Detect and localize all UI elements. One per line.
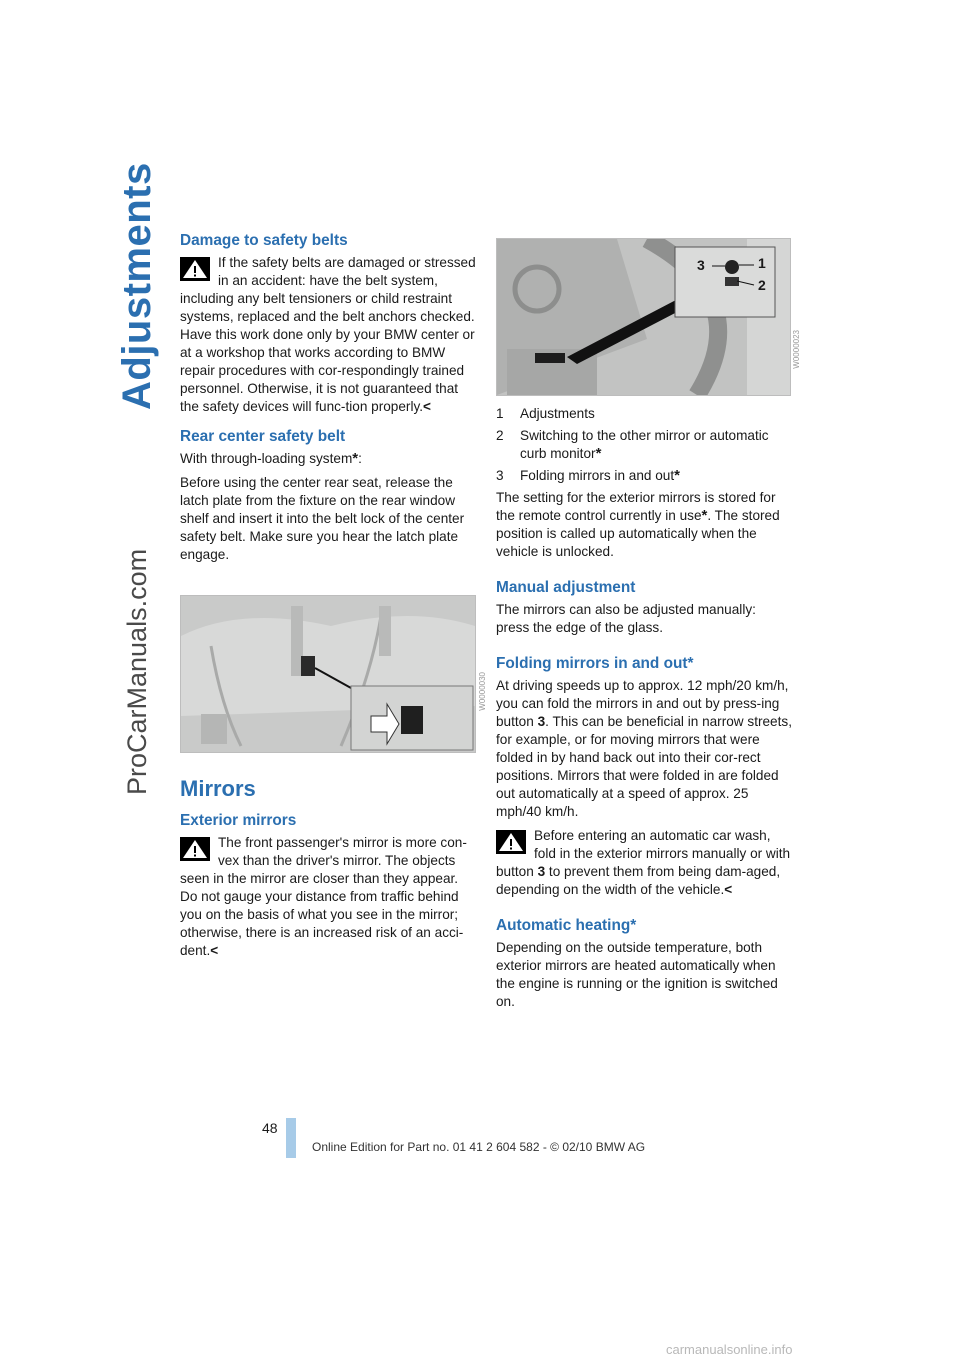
warning-icon	[496, 830, 526, 854]
damage-warning	[180, 254, 476, 416]
option-star: *	[674, 467, 680, 484]
section-tab: Adjustments	[115, 162, 159, 410]
mirrors-section	[180, 776, 476, 966]
list-text: Folding mirrors in and out	[520, 468, 675, 483]
heating-text: Depending on the outside temperature, both exterior mirrors are heated automatically when the engine is running or the ignition is switched on.	[496, 940, 778, 1009]
list-text-wrap	[520, 467, 680, 485]
folding-text-b: . This can be beneficial in narrow streets, for example, or for moving mirrors that were folded in by hand back out into their cor-rect positions. Mirrors that were folded in are folded out automatically at a speed of approx. 25 mph/40 km/h.	[496, 714, 792, 819]
folding-text	[496, 677, 792, 821]
rear-text: Before using the center rear seat, release the latch plate from the fixture on the rear window shelf and insert it into the belt lock of the center safety belt. Make sure you hear the latch plate engage.	[180, 475, 465, 562]
edition-text: Online Edition for Part no. 01 41 2 604 582 - © 02/10 BMW AG	[312, 1140, 646, 1154]
list-text: Adjustments	[520, 406, 595, 421]
option-star: *	[701, 507, 708, 524]
left-column	[180, 232, 476, 570]
back-marker: <	[210, 943, 219, 958]
exterior-heading: Exterior mirrors	[180, 812, 297, 829]
rear-intro-text: With through-loading system	[180, 451, 353, 466]
option-star: *	[595, 445, 602, 462]
manual-heading: Manual adjustment	[496, 579, 636, 596]
rear-seat-belt-figure	[180, 595, 476, 753]
warning-icon	[180, 837, 210, 861]
back-marker: <	[423, 399, 431, 414]
seat-figure-code: W0000030	[478, 672, 487, 711]
warning-icon	[180, 257, 210, 281]
carwash-text-a: Before entering an automatic car wash, fold in the exterior mirrors manually or with button	[496, 828, 791, 879]
button-3-ref: 3	[537, 714, 546, 729]
right-column	[496, 405, 792, 1017]
back-marker: <	[724, 882, 733, 897]
stored-text-a: The setting for the exterior mirrors is stored for the remote control currently in use	[496, 490, 776, 523]
carwash-text-b: to prevent them from being dam-aged, depending on the width of the vehicle.	[496, 864, 781, 897]
stored-text-b: . The stored position is called up automatically when the vehicle is unlocked.	[496, 508, 780, 559]
option-star: *	[352, 450, 359, 467]
callout-1: 1	[758, 255, 766, 271]
callout-3: 3	[697, 257, 705, 273]
callout-2: 2	[758, 277, 766, 293]
list-number: 1	[496, 406, 504, 421]
bottom-watermark: carmanualsonline.info	[666, 1342, 793, 1357]
exterior-warning	[180, 834, 476, 960]
stored-text	[496, 489, 792, 561]
damage-text: If the safety belts are damaged or stressed in an accident: have the belt system, including any belt tensioners or child restraint systems, replaced and the belt anchors checked. Have this work done only by your BMW center or at a workshop that works according to BMW repair procedures with cor-respondingly trained personnel. Otherwise, it is not guaranteed that the safety devices will func-tion properly.	[180, 255, 476, 414]
list-text: Switching to the other mirror or automatic curb monitor	[520, 428, 769, 461]
rear-intro	[180, 450, 476, 468]
heating-heading: Automatic heating*	[496, 917, 637, 934]
folding-text-a: At driving speeds up to approx. 12 mph/20 km/h, you can fold the mirrors in and out by press-ing button	[496, 678, 789, 729]
damage-heading: Damage to safety belts	[180, 232, 348, 249]
list-text-wrap	[520, 427, 792, 463]
list-item	[496, 405, 792, 423]
page-number: 48	[262, 1120, 278, 1136]
button-3-ref: 3	[537, 864, 546, 879]
list-number: 3	[496, 468, 504, 483]
mirror-figure-code: W0000023	[792, 330, 801, 369]
mirror-switch-illustration	[497, 239, 790, 395]
folding-heading: Folding mirrors in and out*	[496, 655, 694, 672]
mirror-switch-figure	[496, 238, 791, 396]
footer-bar	[286, 1118, 296, 1158]
rear-heading: Rear center safety belt	[180, 428, 346, 445]
list-number: 2	[496, 428, 504, 443]
mirrors-heading: Mirrors	[180, 776, 256, 801]
seat-illustration	[181, 596, 475, 752]
list-item	[496, 467, 792, 485]
manual-text: The mirrors can also be adjusted manually: press the edge of the glass.	[496, 602, 756, 635]
side-watermark: ProCarManuals.com	[122, 548, 152, 795]
carwash-warning	[496, 827, 792, 899]
rear-intro-suffix: :	[358, 451, 362, 466]
list-item	[496, 427, 792, 463]
exterior-text: The front passenger's mirror is more con-vex than the driver's mirror. The objects seen in the mirror are closer than they appear. Do not gauge your distance from traffic behind you on the basis of what you see in the mirror; otherwise, there is an increased risk of an acci-dent.	[180, 835, 467, 958]
